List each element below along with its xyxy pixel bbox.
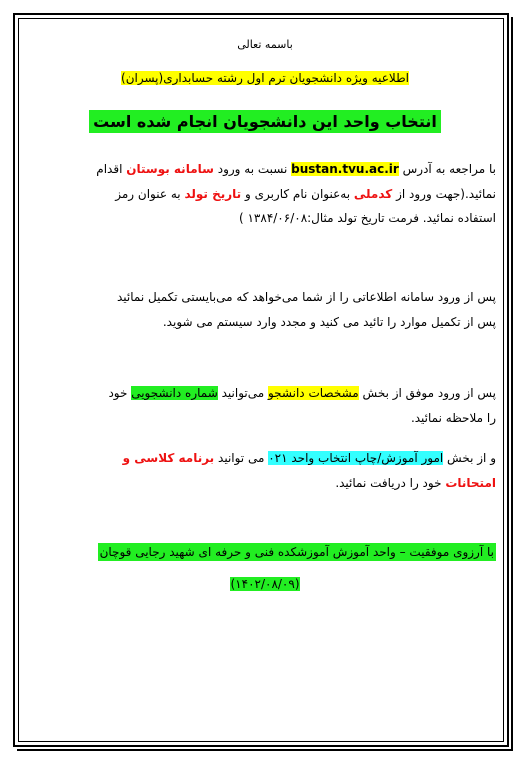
- footer-wish-label: با آرزوی موفقیت – واحد آموزش آموزشکده فنی و حرفه ای شهید رجایی قوچان: [99, 545, 494, 559]
- birthdate-text: تاریخ تولد: [184, 187, 242, 201]
- para1-line2: [115, 187, 496, 201]
- para1-l2-c: به عنوان رمز: [115, 187, 185, 201]
- para1-l2-a: نمائید.(جهت ورود از: [392, 187, 496, 201]
- bismillah-text: [0, 38, 530, 51]
- para1-text-a: با مراجعه به آدرس: [398, 162, 496, 176]
- notice-title: [0, 71, 530, 85]
- para1-line3: [239, 211, 496, 225]
- para4-line1: [123, 451, 496, 465]
- para2-l1-text: پس از ورود سامانه اطلاعاتی را از شما می‌خواهد که می‌بایستی تکمیل نمائید: [116, 290, 496, 304]
- para4-text-b: می توانید: [214, 451, 269, 465]
- para1-l2-b: به‌عنوان نام کاربری و: [241, 187, 354, 201]
- para3-line1: [108, 386, 496, 400]
- national-code-text: کدملی: [353, 187, 393, 201]
- class-schedule-text: برنامه کلاسی و: [122, 451, 215, 465]
- para3-line2: [411, 411, 496, 425]
- bustan-system-text: سامانه بوستان: [126, 162, 214, 176]
- para1-l3-text: استفاده نمائید. فرمت تاریخ تولد مثال:۱۳۸۴/۰۶/۰۸ ): [238, 211, 496, 225]
- para3-text-a: پس از ورود موفق از بخش: [358, 386, 496, 400]
- main-heading: [0, 112, 530, 131]
- para2-line2: [163, 315, 496, 329]
- para3-l2-text: را ملاحظه نمائید.: [410, 411, 496, 425]
- main-heading-label: انتخاب واحد این دانشجویان انجام شده است: [89, 110, 441, 133]
- footer-date: [0, 577, 530, 591]
- footer-wish: [98, 545, 496, 559]
- footer-date-label: (۱۴۰۲/۰۸/۰۹): [230, 577, 300, 591]
- para4-l2-text: خود را دریافت نمائید.: [335, 476, 446, 490]
- para4-text-a: و از بخش: [443, 451, 496, 465]
- exams-text: امتحانات: [445, 476, 496, 490]
- para3-text-c: خود: [108, 386, 132, 400]
- para2-line1: [117, 290, 496, 304]
- para2-l2-text: پس از تکمیل موارد را تائید می کنید و مجدد وارد سیستم می شوید.: [162, 315, 496, 329]
- student-profile-section-text: مشخصات دانشجو: [267, 386, 359, 400]
- para1-text-b: نسبت به ورود: [213, 162, 292, 176]
- course-print-section-text: امور آموزش/چاپ انتخاب واحد ۰۲۱: [268, 451, 444, 465]
- portal-url-link[interactable]: bustan.tvu.ac.ir: [291, 162, 399, 176]
- para1-line1: [96, 162, 496, 176]
- student-number-text: شماره دانشجویی: [131, 386, 218, 400]
- para1-text-c: اقدام: [96, 162, 127, 176]
- para4-line2: [335, 476, 496, 490]
- notice-title-label: اطلاعیه ویژه دانشجویان ترم اول رشته حسابداری(پسران): [121, 71, 409, 85]
- para3-text-b: می‌توانید: [217, 386, 268, 400]
- bismillah-label: باسمه تعالی: [237, 38, 293, 51]
